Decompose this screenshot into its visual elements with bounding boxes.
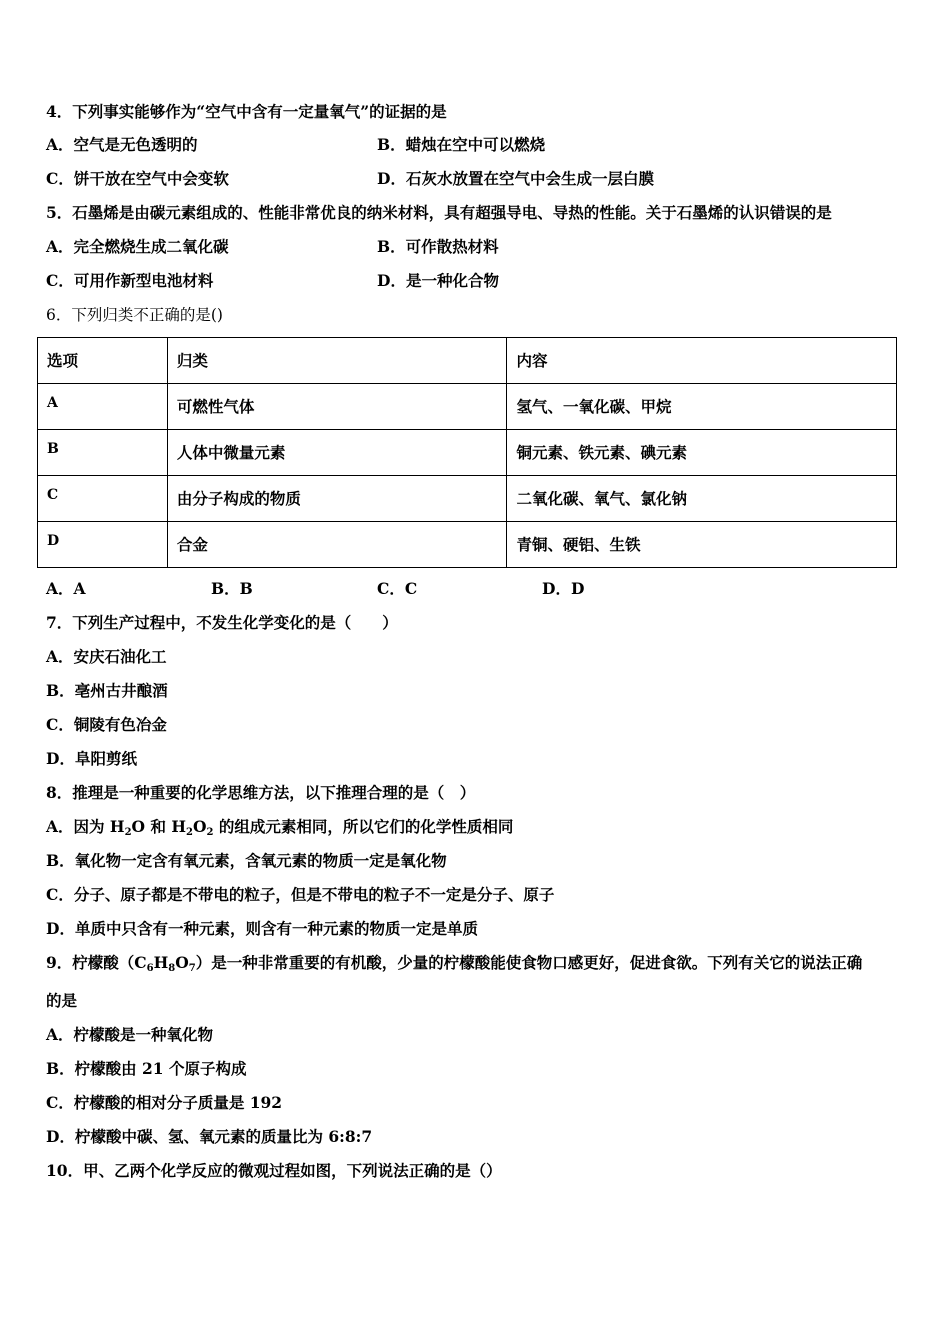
table-cell: 铜元素、铁元素、碘元素 [507,430,897,476]
q9-option-d: D．柠檬酸中碳、氢、氧元素的质量比为 6:8:7 [46,1127,373,1146]
classification-table [37,337,897,568]
table-cell: D [38,522,168,568]
q8-option-b: B．氧化物一定含有氧元素，含氧元素的物质一定是氧化物 [46,851,447,870]
q10-stem: 10．甲、乙两个化学反应的微观过程如图，下列说法正确的是（） [46,1161,502,1180]
q7-option-b: B．亳州古井酿酒 [46,681,168,700]
table-cell: 合金 [167,522,507,568]
table-header-cell: 内容 [507,338,897,384]
q8-option-a-text: O 和 H [131,817,186,836]
table-cell: C [38,476,168,522]
q9-option-a: A．柠檬酸是一种氧化物 [46,1025,214,1044]
q6-option-a: A．A [46,579,86,598]
table-cell: B [38,430,168,476]
subscript: 7 [188,963,196,974]
table-cell: 由分子构成的物质 [167,476,507,522]
q7-stem: 7．下列生产过程中，不发生化学变化的是（ ） [46,613,398,632]
table-cell: 二氧化碳、氧气、氯化钠 [507,476,897,522]
table-row [38,384,897,430]
q8-stem: 8．推理是一种重要的化学思维方法，以下推理合理的是（ ） [46,783,476,802]
table-row [38,522,897,568]
table-cell: A [38,384,168,430]
q9-stem-text: ）是一种非常重要的有机酸，少量的柠檬酸能使食物口感更好，促进食欲。下列有关它的说法正确 [195,953,863,972]
table-cell: 可燃性气体 [167,384,507,430]
q6-option-c: C．C [377,579,418,598]
q4-option-d: D．石灰水放置在空气中会生成一层白膜 [377,169,654,188]
q5-option-c: C．可用作新型电池材料 [46,271,214,290]
q8-option-a-text: 的组成元素相同，所以它们的化学性质相同 [213,817,514,836]
subscript: 2 [206,827,214,838]
q9-stem [46,953,862,973]
q9-stem-text: O [175,953,189,972]
table-header-row [38,338,897,384]
q5-option-a: A．完全燃烧生成二氧化碳 [46,237,229,256]
q4-option-c: C．饼干放在空气中会变软 [46,169,229,188]
q4-option-a: A．空气是无色透明的 [46,135,198,154]
q4-option-b: B．蜡烛在空中可以燃烧 [377,135,546,154]
q8-option-c: C．分子、原子都是不带电的粒子，但是不带电的粒子不一定是分子、原子 [46,885,555,904]
q6-option-b: B．B [211,579,253,598]
q7-option-c: C．铜陵有色冶金 [46,715,167,734]
q8-option-d: D．单质中只含有一种元素，则含有一种元素的物质一定是单质 [46,919,478,938]
subscript: 8 [168,963,176,974]
q8-option-a-text: A．因为 H [46,817,125,836]
table-cell: 青铜、硬铝、生铁 [507,522,897,568]
subscript: 2 [124,827,132,838]
q7-option-d: D．阜阳剪纸 [46,749,137,768]
table-row [38,476,897,522]
q9-stem-text: H [153,953,169,972]
q8-option-a [46,817,513,837]
q8-option-a-text: O [192,817,207,836]
q7-option-a: A．安庆石油化工 [46,647,167,666]
table-row [38,430,897,476]
table-cell: 人体中微量元素 [167,430,507,476]
q5-option-b: B．可作散热材料 [377,237,499,256]
q6-option-d: D．D [542,579,585,598]
table-cell: 氢气、一氧化碳、甲烷 [507,384,897,430]
q4-stem: 4．下列事实能够作为“空气中含有一定量氧气”的证据的是 [46,102,447,121]
subscript: 6 [146,963,154,974]
table-header-cell: 归类 [167,338,507,384]
q6-stem: 6．下列归类不正确的是() [46,306,223,324]
subscript: 2 [186,827,193,838]
q9-option-b: B．柠檬酸由 21 个原子构成 [46,1059,247,1078]
q9-stem-line2: 的是 [46,991,78,1010]
q9-option-c: C．柠檬酸的相对分子质量是 192 [46,1093,283,1112]
q9-stem-text: 9．柠檬酸（C [46,953,147,972]
table-header-cell: 选项 [38,338,168,384]
q5-stem: 5．石墨烯是由碳元素组成的、性能非常优良的纳米材料，具有超强导电、导热的性能。关于石墨烯的认识错误的是 [46,203,832,222]
q5-option-d: D．是一种化合物 [377,271,499,290]
